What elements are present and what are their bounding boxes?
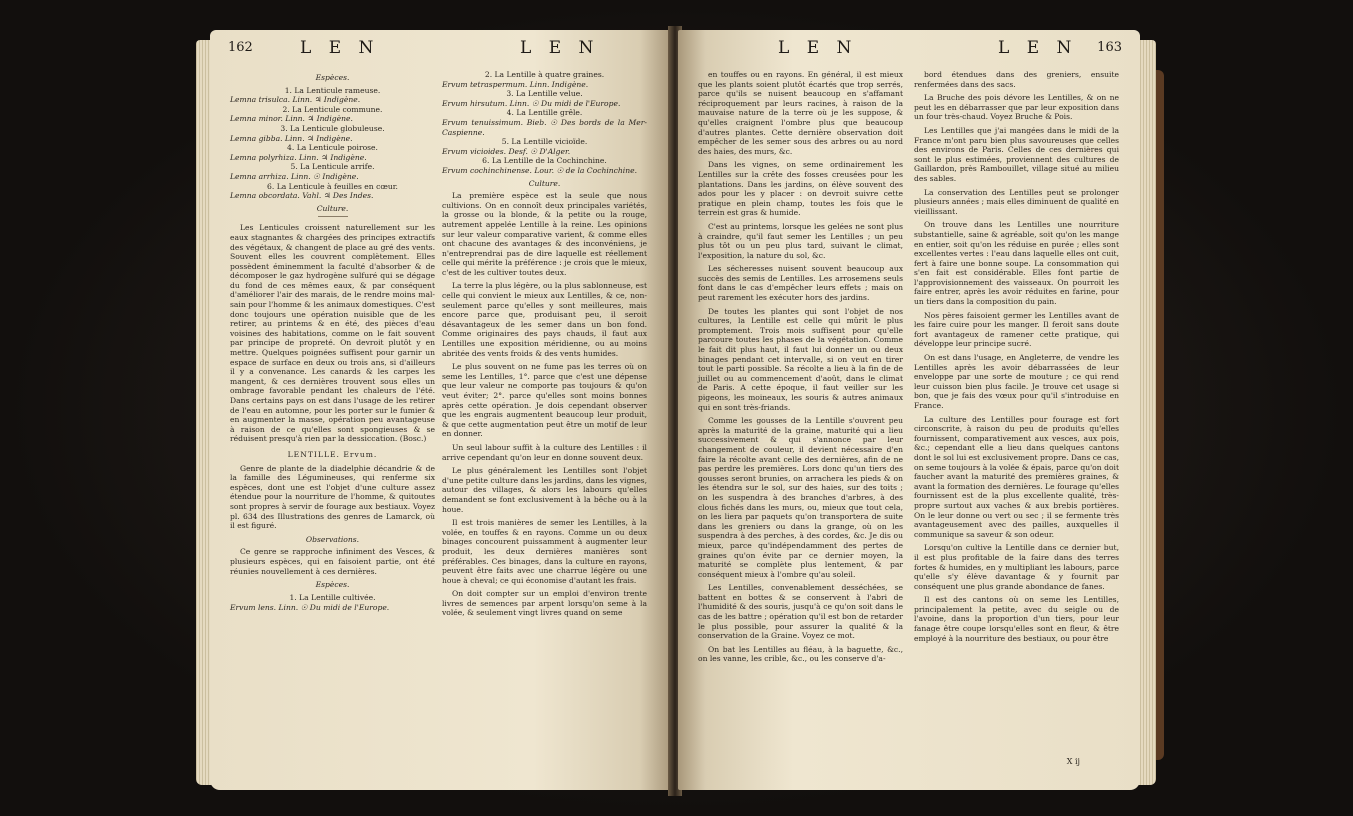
paragraph: Il est trois manières de semer les Lentilles, à la volée, en touffes & en rayons. Comme un ou deux binages concourent puissamment à augmenter leur produit, les deux dernières manières sont préférables. Ces binages, dans la culture en rayons, peuvent être faits avec une charrue légère ou une houe à cheval; ce qui économise d'autant les frais. bbox=[442, 518, 647, 585]
list-item: Lemna gibba. Linn. ♃ Indigène. bbox=[230, 133, 353, 143]
list-item: Ervum tenuissimum. Bieb. ☉ Des bords de la Mer-Caspienne. bbox=[442, 117, 647, 137]
list-item: 3. La Lenticule globuleuse. bbox=[280, 123, 385, 133]
running-head: L E N bbox=[998, 38, 1078, 58]
species-list bbox=[442, 70, 647, 176]
section-title: Observations. bbox=[305, 534, 360, 544]
paragraph: On doit compter sur un emploi d'environ trente livres de semences par arpent lorsqu'on seme à la volée, & seulement vingt livres quand on seme bbox=[442, 589, 647, 618]
paragraph: La conservation des Lentilles peut se prolonger plusieurs années ; mais elles diminuent de qualité en vieillissant. bbox=[914, 187, 1119, 216]
page-number: 163 bbox=[1097, 40, 1122, 55]
list-item: 2. La Lentille à quatre graines. bbox=[484, 70, 605, 79]
right-column-2 bbox=[914, 70, 1119, 647]
paragraph: On bat les Lentilles au fléau, à la baguette, &c., on les vanne, les crible, &c., ou les conserve d'a- bbox=[698, 644, 903, 664]
section-title: Culture. bbox=[316, 203, 349, 213]
paragraph: en touffes ou en rayons. En général, il est mieux que les plants soient plutôt écartés que trop serrés, parce qu'ils se nuisent beaucoup en s'affamant réciproquement par leurs racines, à raison de la mauvaise nature de la terre où je les suppose, & qu'elles craignent l'ombre plus que beaucoup d'autres plantes. Cette dernière observation doit empêcher de les semer sous des arbres ou au nord des haies, des murs, &c. bbox=[698, 70, 903, 156]
right-page bbox=[678, 30, 1140, 790]
left-column-1 bbox=[230, 70, 435, 614]
article-title: LENTILLE. Ervum. bbox=[287, 449, 378, 459]
left-page bbox=[210, 30, 672, 790]
signature-mark: X ij bbox=[1066, 757, 1080, 766]
running-head: L E N bbox=[300, 38, 380, 58]
list-item: Ervum tetraspermum. Linn. Indigène. bbox=[442, 79, 589, 89]
paragraph: Dans les vignes, on seme ordinairement les Lentilles sur la crête des fosses creusées pour les plantations. Dans les jardins, on élève souvent des ados pour les y placer : on devroit suivre cette pratique en plein champ, toutes les fois que le terrein est gras & humide. bbox=[698, 160, 903, 218]
paragraph: Il est des cantons où on seme les Lentilles, principalement la petite, avec du seigle ou de l'avoine, dans la proportion d'un tiers, pour leur fanage être coupe lorsqu'elles sont en fleur, & être employé à la nourriture des bestiaux, ou pour être bbox=[914, 595, 1119, 643]
paragraph: bord étendues dans des greniers, ensuite renfermées dans des sacs. bbox=[914, 70, 1119, 89]
left-column-2 bbox=[442, 70, 647, 622]
paragraph: La culture des Lentilles pour fourage est fort circonscrite, à raison du peu de produits qu'elles fournissent, comparativement aux vesces, aux pois, &c.; cependant elle a lieu dans quelques cantons dont le sol lui est exclusivement propre. Dans ce cas, on seme toujours à la volée & épais, parce qu'on doit faucher avant la maturité des premières graines, & avant la formation des dernières. Le fourage qu'elles fournissent est de la plus excellente qualité, très-propre surtout aux vaches & aux brebis portières. On le leur donne ou vert ou sec ; il se fermente très avantageusement avec des pailles, auxquelles il communique sa saveur & son odeur. bbox=[914, 414, 1119, 539]
paragraph: Un seul labour suffit à la culture des Lentilles : il arrive cependant qu'on leur en donne souvent deux. bbox=[442, 442, 647, 462]
paragraph: C'est au printems, lorsque les gelées ne sont plus à craindre, qu'il faut semer les Lentilles ; un peu plus tôt ou un peu plus tard, suivant le climat, l'exposition, la nature du sol, &c. bbox=[698, 221, 903, 260]
paragraph: Les Lenticules croissent naturellement sur les eaux stagnantes & chargées des principes extractifs des végétaux, & changent de place au gré des vents. Souvent elles les couvrent complètement. Elles possèdent éminemment la faculté d'absorber & de décomposer le gaz hydrogène sulfuré qui se dégage du fond de ces mêmes eaux, & par conséquent d'améliorer l'air des marais, de le rendre moins mal-sain pour l'homme & les animaux domestiques. C'est donc toujours une opération nuisible que de les retirer, au printems & en été, des pièces d'eau voisines des habitations, comme on le fait souvent par principe de propreté. On devroit plutôt y en mettre. Quelques poignées suffisent pour garnir un espace de surface en deux ou trois ans, si d'ailleurs il y a convenance. Les canards & les carpes les mangent, & ces dernières trouvent sous elles un ombrage favorable pendant les chaleurs de l'été. Dans certains pays on est dans l'usage de les retirer de l'eau en automne, pour les porter sur le fumier & en augmenter la masse, opération peu avantageuse à raison de ce qu'elles sont spongieuses & se réduisent presqu'à rien par la dessiccation. (Bosc.) bbox=[230, 223, 435, 444]
list-item: 1. La Lentille cultivée. bbox=[289, 592, 376, 602]
paragraph: Ce genre se rapproche infiniment des Vesces, & plusieurs espèces, qui en faisoient partie, ont été réunies nouvellement à ces dernières. bbox=[230, 547, 435, 576]
list-item: Lemna trisulca. Linn. ♃ Indigène. bbox=[230, 95, 361, 105]
paragraph: Le plus souvent on ne fume pas les terres où on seme les Lentilles, 1°. parce que c'est une dépense que leur valeur ne comporte pas toujours & qu'on veut éviter; 2°. parce qu'elles sont moins bonnes après cette opération. Je dois cependant observer que les engrais augmentent beaucoup leur produit, & que cette augmentation peut être un motif de leur en donner. bbox=[442, 362, 647, 439]
paragraph: On trouve dans les Lentilles une nourriture substantielle, saine & agréable, soit qu'on les mange en entier, soit qu'on les réduise en purée ; elles sont excellentes vertes : l'eau dans laquelle elles ont cuit, fert à faire une bonne soupe. La consommation qui s'en fait est considérable. Elles font partie de l'approvisionnement des vaisseaux. On pourroit les faire entrer, après les avoir réduites en farine, pour un tiers dans la composition du pain. bbox=[914, 220, 1119, 307]
list-item: Lemna polyrhiza. Linn. ♃ Indigène. bbox=[230, 152, 367, 162]
list-item: Lemna obcordata. Vahl. ♃ Des Indes. bbox=[230, 191, 374, 201]
list-item: 4. La Lentille grêle. bbox=[506, 108, 583, 118]
paragraph: La Bruche des pois dévore les Lentilles, & on ne peut les en débarrasser que par leur exposition dans un four très-chaud. Voyez Bruche & Pois. bbox=[914, 93, 1119, 122]
list-item: Lemna arrhiza. Linn. ☉ Indigène. bbox=[230, 171, 359, 181]
list-item: Lemna minor. Linn. ♃ Indigène. bbox=[230, 114, 353, 124]
list-item: Ervum hirsutum. Linn. ☉ Du midi de l'Europe. bbox=[442, 98, 621, 108]
running-head: L E N bbox=[520, 38, 600, 58]
paragraph: Les sécheresses nuisent souvent beaucoup aux succès des semis de Lentilles. Les arrosemens seuls font dans le cas d'empêcher leurs effets ; mais on peut rarement les exécuter hors des jardins. bbox=[698, 264, 903, 303]
page-number: 162 bbox=[228, 40, 253, 55]
section-title: Culture. bbox=[528, 178, 561, 188]
paragraph: Nos pères faisoient germer les Lentilles avant de les faire cuire pour les manger. Il feroit sans doute fort avantageux de ramener cette pratique, qui développe leur principe sucré. bbox=[914, 310, 1119, 349]
paragraph: On est dans l'usage, en Angleterre, de vendre les Lentilles après les avoir débarrassées de leur enveloppe par une sorte de mouture ; ce qui rend leur cuisson bien plus facile. Je trouve cet usage si bon, que je fais des vœux pour qu'il s'introduise en France. bbox=[914, 353, 1119, 410]
paragraph: La première espèce est la seule que nous cultivions. On en connoît deux principales variétés, la grosse ou la blonde, & la petite ou la rouge, autrement appelée Lentille à la reine. Les opinions sur leur valeur comparative varient, & comme elles ont chacune des avantages & des inconvéniens, je n'entreprendrai pas de dire laquelle est réellement celle qui mérite la préférence : je crois que le mieux, c'est de les cultiver toutes deux. bbox=[442, 191, 647, 277]
list-item: 6. La Lentille de la Cochinchine. bbox=[482, 156, 607, 166]
list-item: 2. La Lenticule commune. bbox=[282, 104, 383, 114]
list-item: 1. La Lenticule rameuse. bbox=[284, 85, 381, 95]
running-head: L E N bbox=[778, 38, 858, 58]
paragraph: Genre de plante de la diadelphie décandrie & de la famille des Légumineuses, qui renferme six espèces, dont une est l'objet d'une culture assez étendue pour la nourriture de l'homme, & quitoutes sont propres à servir de fourage aux bestiaux. Voyez pl. 634 des Illustrations des genres de Lamarck, où il est figuré. bbox=[230, 463, 435, 531]
paragraph: La terre la plus légère, ou la plus sablonneuse, est celle qui convient le mieux aux Lentilles, & ce, non-seulement parce qu'elles y sont meilleures, mais encore parce que, produisant peu, il seroit désavantageux de les semer dans un bon fond. Comme originaires des pays chauds, il faut aux Lentilles une exposition méridienne, ou au moins abritée des vents froids & des vents humides. bbox=[442, 281, 647, 358]
list-item: 4. La Lenticule poirose. bbox=[287, 143, 378, 153]
list-item: 6. La Lenticule à feuilles en cœur. bbox=[267, 181, 398, 191]
list-item: Ervum cochinchinense. Lour. ☉ de la Cochinchine. bbox=[442, 165, 638, 175]
paragraph: Le plus généralement les Lentilles sont l'objet d'une petite culture dans les jardins, dans les vignes, autour des villages, & alors les labours qu'elles demandent se font exclusivement à la bêche ou à la houe. bbox=[442, 466, 647, 514]
list-item: 3. La Lentille velue. bbox=[506, 89, 583, 99]
divider bbox=[318, 216, 348, 217]
list-item: Ervum lens. Linn. ☉ Du midi de l'Europe. bbox=[230, 603, 390, 613]
list-item: 5. La Lenticule arrife. bbox=[290, 162, 375, 172]
list-item: 5. La Lentille vicioïde. bbox=[501, 137, 588, 147]
section-title: Espèces. bbox=[315, 580, 350, 590]
species-list bbox=[230, 86, 435, 201]
list-item: Ervum vicioides. Desf. ☉ D'Alger. bbox=[442, 146, 571, 156]
paragraph: Les Lentilles, convenablement desséchées, se battent en bottes & se conservent à l'abri de l'humidité & des souris, jusqu'à ce qu'on soit dans le cas de les battre ; opération qu'il est bon de retarder le plus possible, pour assurer la qualité & la conservation de la Graine. Voyez ce mot. bbox=[698, 583, 903, 641]
right-page-edges bbox=[1138, 40, 1156, 785]
paragraph: Les Lentilles que j'ai mangées dans le midi de la France m'ont paru bien plus savoureuses que celles des environs de Paris. Celles de ces dernières qui sont le plus estimées, proviennent des cultures de Gaillardon, près Rambouillet, village situé au milieu des sables. bbox=[914, 125, 1119, 183]
paragraph: Comme les gousses de la Lentille s'ouvrent peu après la maturité de la graine, maturité qui a lieu successivement & qui s'annonce par leur changement de couleur, il devient nécessaire d'en faire la récolte avant celle des dernières, afin de ne pas perdre les premières. Lors donc qu'un tiers des gousses seront brunies, on arrachera les pieds & on les étendra sur le sol, sur des haies, sur des toits ; on les suspendra à des branches d'arbres, à des clous fichés dans les murs, ou, mieux que tout cela, on les liera par paquets qu'on transportera de suite dans les greniers ou dans la grange, où on les suspendra à des perches, à des cordes, &c. Je dis ou mieux, parce qu'indépendamment des pertes de graines qu'on évite par ce dernier moyen, la maturité se complète plus lentement, & par conséquent mieux à l'ombre qu'au soleil. bbox=[698, 416, 903, 579]
right-column-1 bbox=[698, 70, 903, 668]
section-title: Espèces. bbox=[315, 73, 350, 82]
paragraph: De toutes les plantes qui sont l'objet de nos cultures, la Lentille est celle qui mûrit le plus promptement. Trois mois suffisent pour qu'elle parcoure toutes les phases de la végétation. Comme le fait dit plus haut, il faut lui donner un ou deux binages pendant cet intervalle, si on veut en tirer tout le parti possible. Sa récolte a lieu à la fin de de juillet ou au commencement d'août, dans le climat de Paris. A cette époque, il faut veiller sur les pigeons, les moineaux, les souris & autres animaux qui en sont très-friands. bbox=[698, 306, 903, 412]
paragraph: Lorsqu'on cultive la Lentille dans ce dernier but, il est plus profitable de la faire dans des terres fortes & humides, en y multipliant les labours, parce qu'elle s'y élève davantage & y fournit par conséquent une plus grande abondance de fanes. bbox=[914, 543, 1119, 591]
